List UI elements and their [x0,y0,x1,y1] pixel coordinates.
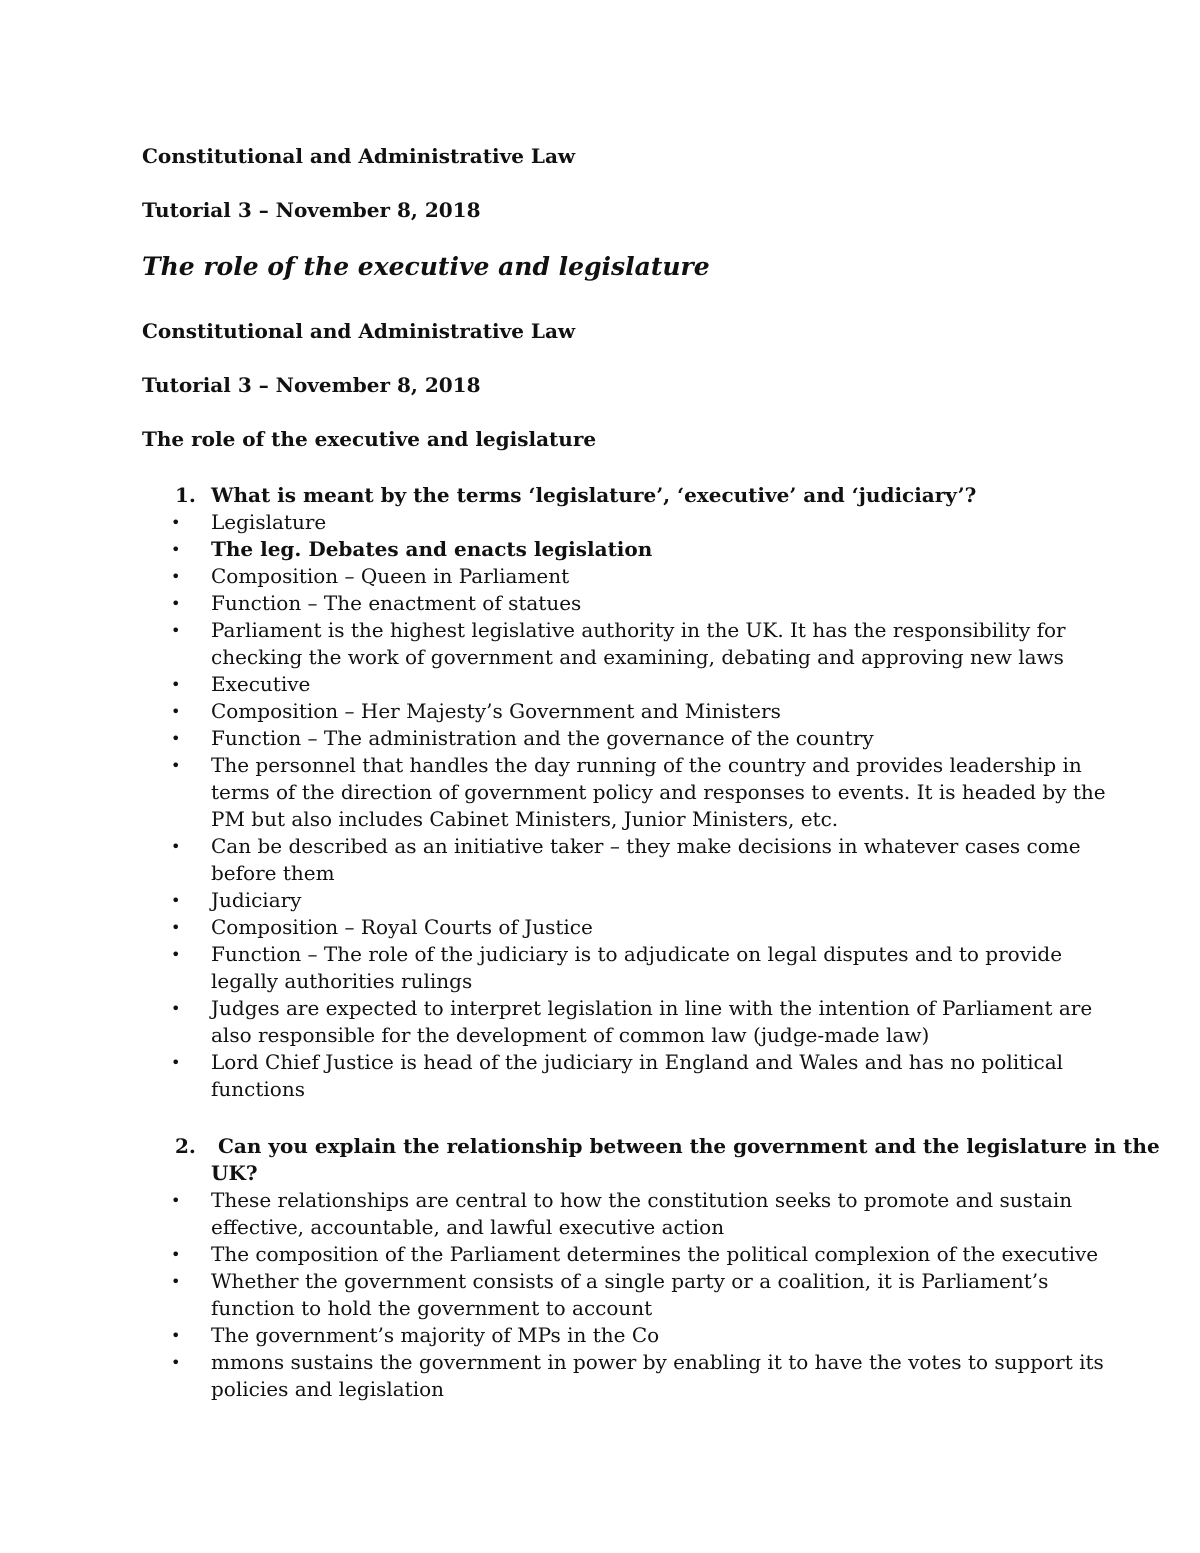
question-text-line: UK? [211,1161,258,1185]
list-item-text: Can be described as an initiative taker – they make decisions in whatever cases come [211,834,1081,858]
list-item-text: The government’s majority of MPs in the Co [211,1323,660,1347]
list-item-text: Lord Chief Justice is head of the judiciary in England and Wales and has no political [211,1050,1064,1074]
list-item-text: Judiciary [211,888,302,912]
bullet-dot-icon: • [171,621,181,640]
list-item-text: effective, accountable, and lawful executive action [211,1215,725,1239]
question-text-line: What is meant by the terms ‘legislature’, ‘executive’ and ‘judiciary’? [211,483,977,507]
list-item-text: checking the work of government and examining, debating and approving new laws [211,645,1064,669]
bullet-dot-icon: • [171,945,181,964]
list-item-text: Composition – Queen in Parliament [211,564,570,588]
list-item-text: PM but also includes Cabinet Ministers, Junior Ministers, etc. [211,807,839,831]
list-item-text: Legislature [211,510,327,534]
bullet-dot-icon: • [171,1272,181,1291]
list-item-text: The personnel that handles the day running of the country and provides leadership in [211,753,1082,777]
list-item-text: These relationships are central to how the constitution seeks to promote and sustain [211,1188,1073,1212]
list-item-text: Function – The administration and the governance of the country [211,726,874,750]
bullet-dot-icon: • [171,567,181,586]
list-item-text: also responsible for the development of common law (judge-made law) [211,1023,930,1047]
bullet-dot-icon: • [171,891,181,910]
list-item-text: before them [211,861,335,885]
list-item-text: Judges are expected to interpret legislation in line with the intention of Parliament are [211,996,1093,1020]
bullet-dot-icon: • [171,729,181,748]
list-item-text: The composition of the Parliament determines the political complexion of the executive [211,1242,1099,1266]
list-item-text: The leg. Debates and enacts legislation [211,537,653,561]
list-item-text: policies and legislation [211,1377,445,1401]
bullet-dot-icon: • [171,999,181,1018]
question-number: 1. [175,483,196,507]
question-text-line: Can you explain the relationship between the government and the legislature in the [218,1134,1160,1158]
bullet-dot-icon: • [171,1326,181,1345]
tutorial-date: Tutorial 3 – November 8, 2018 [142,198,481,222]
list-item-text: Function – The enactment of statues [211,591,582,615]
course-title: Constitutional and Administrative Law [142,144,576,168]
bullet-dot-icon: • [171,756,181,775]
course-title-repeat: Constitutional and Administrative Law [142,319,576,343]
bullet-dot-icon: • [171,675,181,694]
bullet-dot-icon: • [171,1191,181,1210]
list-item-text: Composition – Royal Courts of Justice [211,915,593,939]
bullet-dot-icon: • [171,1053,181,1072]
page-title: The role of the executive and legislature [142,252,710,281]
section-title: The role of the executive and legislature [142,427,597,451]
bullet-dot-icon: • [171,702,181,721]
bullet-dot-icon: • [171,837,181,856]
list-item-text: terms of the direction of government policy and responses to events. It is headed by the [211,780,1106,804]
bullet-dot-icon: • [171,513,181,532]
bullet-dot-icon: • [171,1353,181,1372]
bullet-dot-icon: • [171,1245,181,1264]
list-item-text: Whether the government consists of a single party or a coalition, it is Parliament’s [211,1269,1049,1293]
list-item-text: Composition – Her Majesty’s Government and Ministers [211,699,781,723]
bullet-dot-icon: • [171,918,181,937]
list-item-text: functions [211,1077,305,1101]
question-number: 2. [175,1134,196,1158]
list-item-text: Parliament is the highest legislative authority in the UK. It has the responsibility for [211,618,1066,642]
list-item-text: Function – The role of the judiciary is to adjudicate on legal disputes and to provide [211,942,1063,966]
list-item-text: function to hold the government to account [211,1296,653,1320]
list-item-text: Executive [211,672,311,696]
tutorial-date-repeat: Tutorial 3 – November 8, 2018 [142,373,481,397]
list-item-text: mmons sustains the government in power by enabling it to have the votes to support its [211,1350,1104,1374]
bullet-dot-icon: • [171,594,181,613]
bullet-dot-icon: • [171,540,181,559]
list-item-text: legally authorities rulings [211,969,473,993]
